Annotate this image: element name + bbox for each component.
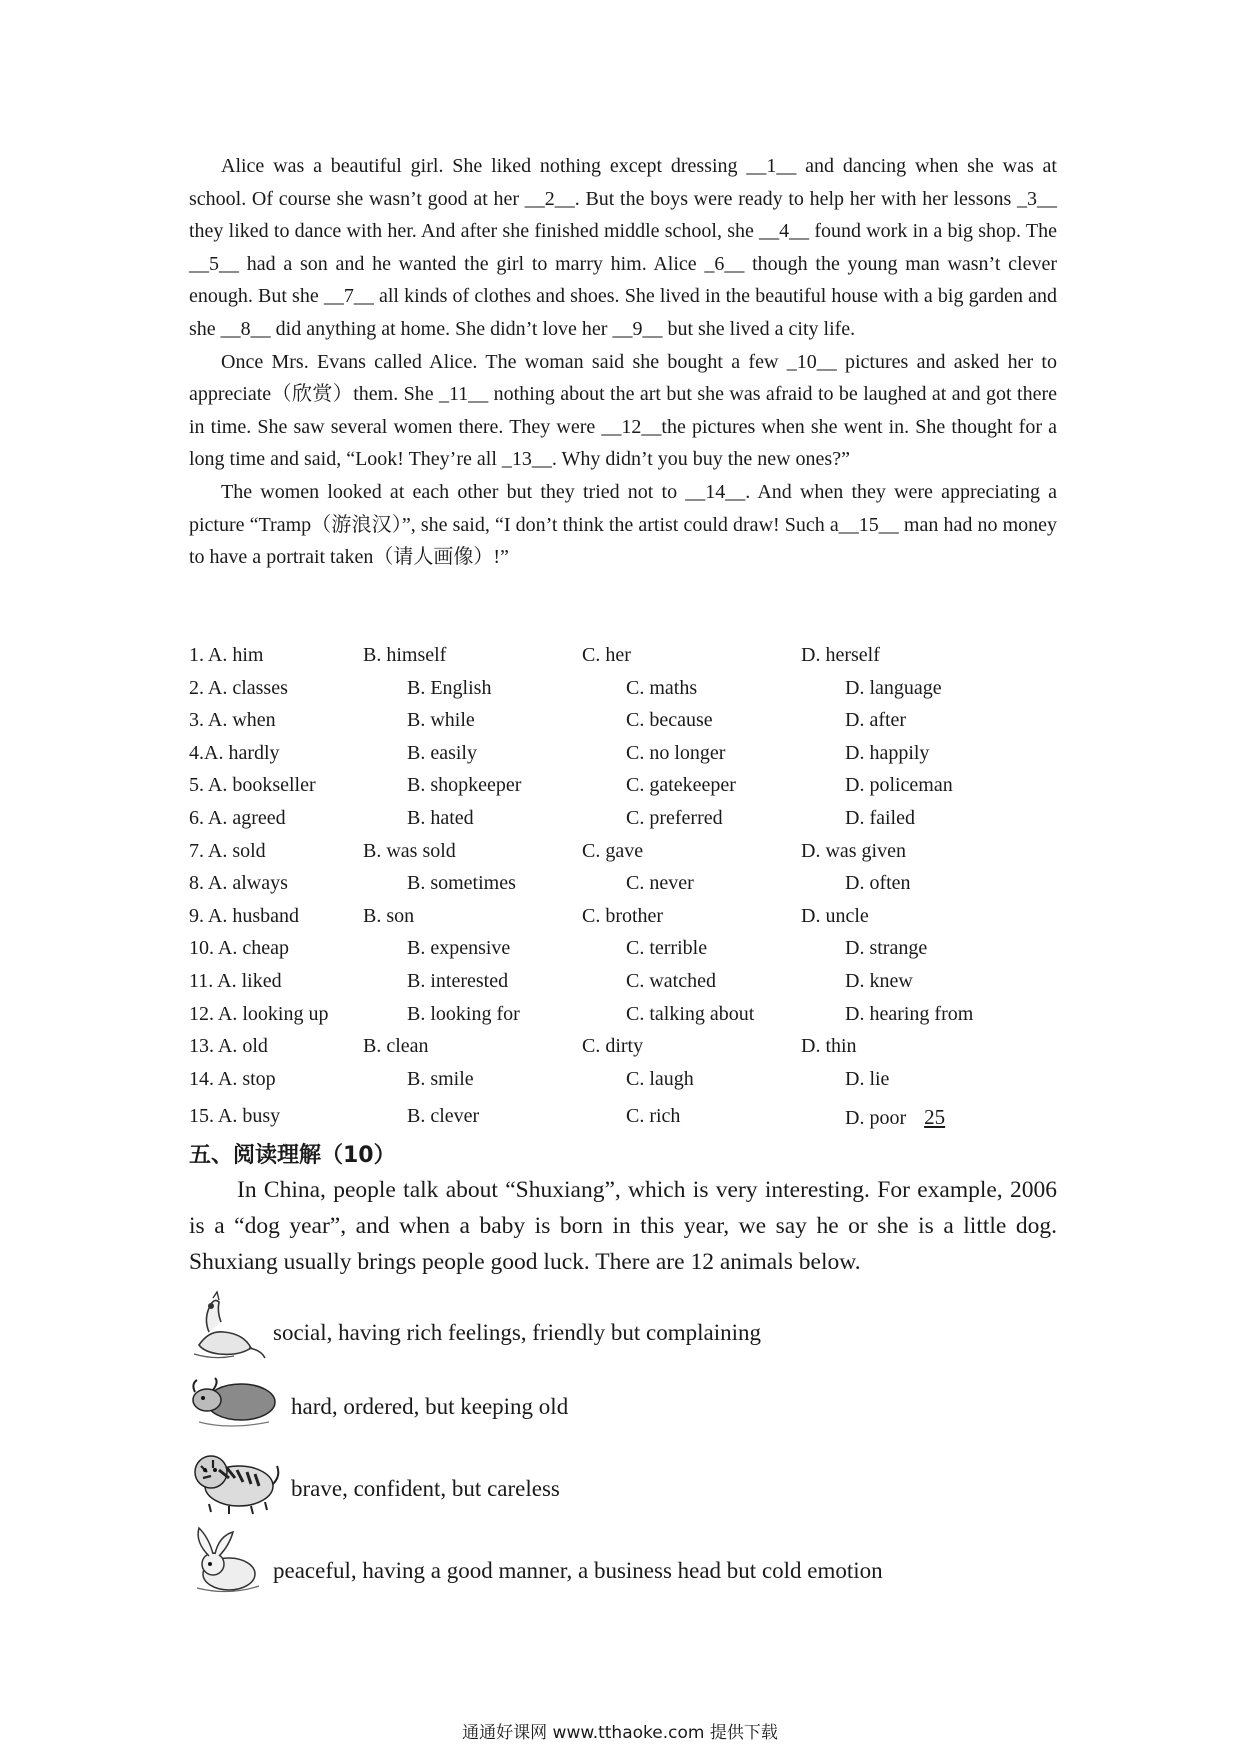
option-b: B. son bbox=[363, 904, 415, 927]
page-footer: 通通好课网 www.tthaoke.com 提供下载 bbox=[462, 1723, 778, 1743]
option-a: 8. A. always bbox=[189, 872, 288, 895]
option-b: B. clever bbox=[407, 1105, 480, 1127]
option-c: C. gave bbox=[582, 839, 644, 862]
option-c: C. terrible bbox=[626, 937, 708, 960]
option-a: 3. A. when bbox=[189, 709, 276, 732]
option-b: B. was sold bbox=[363, 839, 456, 862]
option-c: C. dirty bbox=[582, 1035, 644, 1058]
animal-desc: brave, confident, but careless bbox=[291, 1476, 560, 1501]
animal-row-tiger bbox=[189, 1448, 1089, 1528]
option-d: D. often bbox=[845, 872, 911, 895]
animal-desc: hard, ordered, but keeping old bbox=[291, 1394, 569, 1419]
option-b: B. smile bbox=[407, 1067, 474, 1090]
option-d-text: D. poor bbox=[845, 1107, 907, 1129]
rat-icon bbox=[189, 1290, 269, 1362]
option-d: D. failed bbox=[845, 807, 915, 829]
cloze-paragraph-3: The women looked at each other but they tried not to __14__. And when they were appreciating a picture “Tramp（游浪汉）”, she said, “I don’t think the artist could draw! Such a__15__ man had no money to have a portrait taken（请人画像）!” bbox=[189, 480, 1057, 569]
option-d: D. strange bbox=[845, 937, 928, 960]
reading-passage bbox=[189, 1172, 1057, 1280]
option-c: C. watched bbox=[626, 970, 716, 992]
option-b: B. English bbox=[407, 676, 492, 699]
rabbit-icon bbox=[189, 1524, 269, 1596]
option-b: B. interested bbox=[407, 970, 509, 992]
option-d: D. thin bbox=[801, 1035, 857, 1058]
option-d: D. uncle bbox=[801, 904, 869, 927]
animal-row-ox bbox=[189, 1372, 1089, 1452]
reading-intro: In China, people talk about “Shuxiang”, which is very interesting. For example, 2006 is a “dog year”, and when a baby is born in this year, we say he or she is a little dog. Shuxiang usually brings people good luck. There are 12 animals below. bbox=[189, 1177, 1057, 1275]
option-a: 11. A. liked bbox=[189, 970, 282, 992]
option-b: B. looking for bbox=[407, 1002, 520, 1025]
option-d: D. policeman bbox=[845, 774, 953, 797]
animal-row-rat bbox=[189, 1290, 1089, 1370]
cloze-paragraph-2: Once Mrs. Evans called Alice. The woman said she bought a few _10__ pictures and asked her to appreciate（欣赏）them. She _11__ nothing about the art but she was afraid to be laughed at and got there in time. She saw several women there. They were __12__the pictures when she went in. She thought for a long time and said, “Look! They’re all _13__. Why didn’t you buy the new ones?” bbox=[189, 350, 1057, 471]
option-c: C. gatekeeper bbox=[626, 774, 736, 797]
cloze-paragraph-1: Alice was a beautiful girl. She liked nothing except dressing __1__ and dancing when she was at school. Of course she wasn’t good at her __2__. But the boys were ready to help her with her lessons _3__ they liked to dance with her. And after she finished middle school, she __4__ found work in a big shop. The __5__ had a son and he wanted the girl to marry him. Alice _6__ though the young man wasn’t clever enough. But she __7__ all kinds of clothes and shoes. She lived in the beautiful house with a big garden and she __8__ did anything at home. She didn’t love her __9__ but she lived a city life. bbox=[189, 155, 1057, 340]
option-c: C. because bbox=[626, 709, 713, 732]
option-d bbox=[845, 1105, 955, 1130]
option-a: 9. A. husband bbox=[189, 904, 299, 927]
option-b: B. sometimes bbox=[407, 872, 516, 895]
option-c: C. preferred bbox=[626, 807, 723, 829]
option-a: 10. A. cheap bbox=[189, 937, 289, 960]
option-c: C. talking about bbox=[626, 1002, 755, 1025]
tiger-icon bbox=[189, 1448, 281, 1516]
option-d: D. was given bbox=[801, 839, 906, 862]
option-b: B. while bbox=[407, 709, 475, 732]
option-d: D. lie bbox=[845, 1067, 890, 1090]
option-b: B. hated bbox=[407, 807, 474, 829]
option-a: 1. A. him bbox=[189, 644, 264, 666]
option-c: C. laugh bbox=[626, 1067, 694, 1090]
option-d: D. language bbox=[845, 676, 942, 699]
cloze-passage bbox=[189, 150, 1057, 574]
option-a: 4.A. hardly bbox=[189, 741, 280, 764]
option-c: C. no longer bbox=[626, 741, 726, 764]
option-c: C. maths bbox=[626, 676, 698, 699]
option-b: B. clean bbox=[363, 1035, 429, 1058]
animal-row-rabbit bbox=[189, 1524, 1089, 1604]
option-d: D. happily bbox=[845, 741, 930, 764]
option-b: B. shopkeeper bbox=[407, 774, 522, 797]
option-a: 5. A. bookseller bbox=[189, 774, 316, 797]
option-a: 13. A. old bbox=[189, 1035, 268, 1058]
option-c: C. rich bbox=[626, 1105, 681, 1127]
option-d: D. after bbox=[845, 709, 907, 732]
option-a: 12. A. looking up bbox=[189, 1002, 329, 1025]
option-c: C. brother bbox=[582, 904, 664, 927]
option-a: 7. A. sold bbox=[189, 839, 266, 862]
option-d: D. hearing from bbox=[845, 1002, 974, 1025]
option-d: D. knew bbox=[845, 970, 913, 992]
option-c: C. never bbox=[626, 872, 694, 895]
option-a: 2. A. classes bbox=[189, 676, 288, 699]
option-a: 6. A. agreed bbox=[189, 807, 286, 829]
option-a: 14. A. stop bbox=[189, 1067, 276, 1090]
option-b: B. himself bbox=[363, 644, 447, 666]
score-mark: 25 bbox=[924, 1105, 946, 1129]
animal-desc: peaceful, having a good manner, a business head but cold emotion bbox=[273, 1558, 883, 1583]
option-b: B. expensive bbox=[407, 937, 511, 960]
section-title: 五、阅读理解（10） bbox=[189, 1143, 396, 1168]
ox-icon bbox=[189, 1372, 281, 1432]
option-b: B. easily bbox=[407, 741, 477, 764]
option-a: 15. A. busy bbox=[189, 1105, 281, 1127]
option-c: C. her bbox=[582, 644, 631, 666]
option-d: D. herself bbox=[801, 644, 880, 666]
animal-desc: social, having rich feelings, friendly but complaining bbox=[273, 1320, 761, 1345]
